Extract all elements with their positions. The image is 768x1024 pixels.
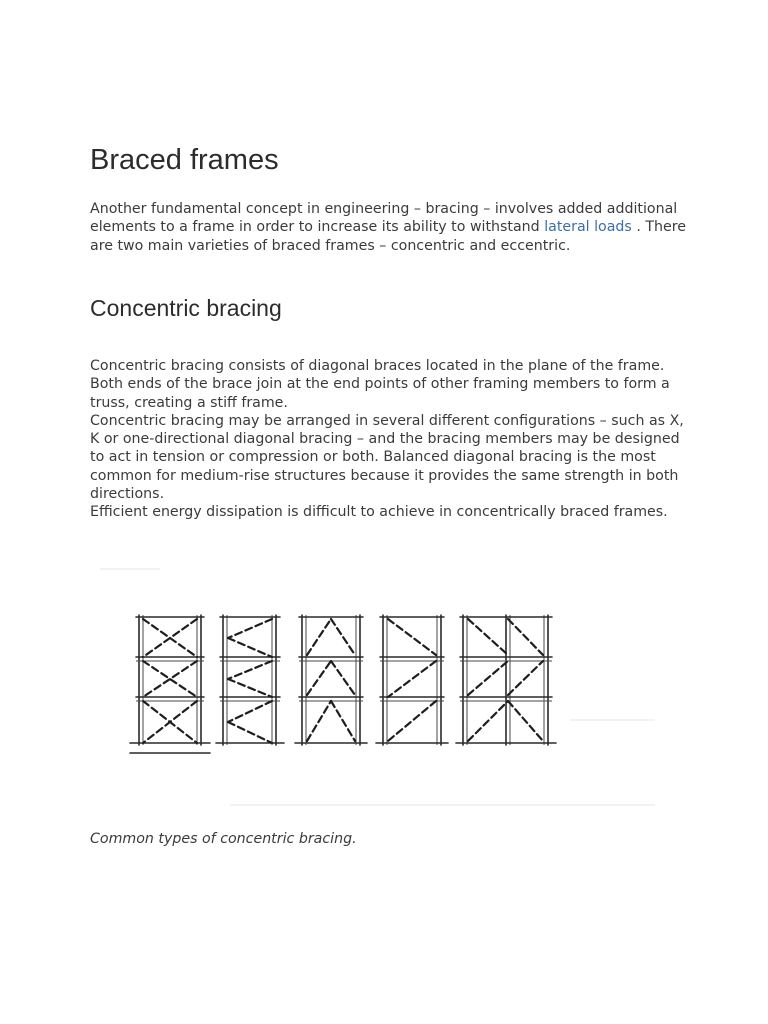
intro-text: Another fundamental concept in engineering – bracing – involves added additional elements to a frame in order to increase its ability to withstand — [90, 201, 678, 236]
bracing-sketch — [90, 555, 660, 820]
section-heading: Concentric bracing — [90, 295, 282, 321]
paragraph-1: Concentric bracing consists of diagonal braces located in the plane of the frame. Both ends of the brace join at the end points of other framing members to form a truss, creating a stiff frame. — [90, 358, 670, 411]
frame-inverted-v-bracing — [295, 615, 367, 745]
frame-x-bracing-double-bay — [456, 615, 556, 745]
frame-k-bracing — [216, 615, 284, 745]
lateral-loads-link[interactable]: lateral loads — [544, 219, 632, 236]
paragraph-2: Concentric bracing may be arranged in several different configurations – such as X, K or one-directional diagonal bracing – and the bracing members may be designed to act in tension or compression or both. Balanced diagonal bracing is the most common for medium-rise structures because it provides the same strength in both directions. — [90, 412, 684, 503]
bracing-figure — [90, 555, 660, 820]
frame-x-bracing — [130, 615, 210, 753]
page-title: Braced frames — [90, 144, 279, 176]
section-body — [90, 357, 690, 522]
intro-text-continued: . There are two main varieties of braced frames – concentric and eccentric. — [90, 219, 686, 254]
paragraph-3: Efficient energy dissipation is difficult to achieve in concentrically braced frames. — [90, 504, 668, 521]
intro-paragraph — [90, 200, 690, 255]
frame-single-diagonal-bracing — [376, 615, 448, 745]
figure-caption: Common types of concentric bracing. — [90, 831, 357, 847]
